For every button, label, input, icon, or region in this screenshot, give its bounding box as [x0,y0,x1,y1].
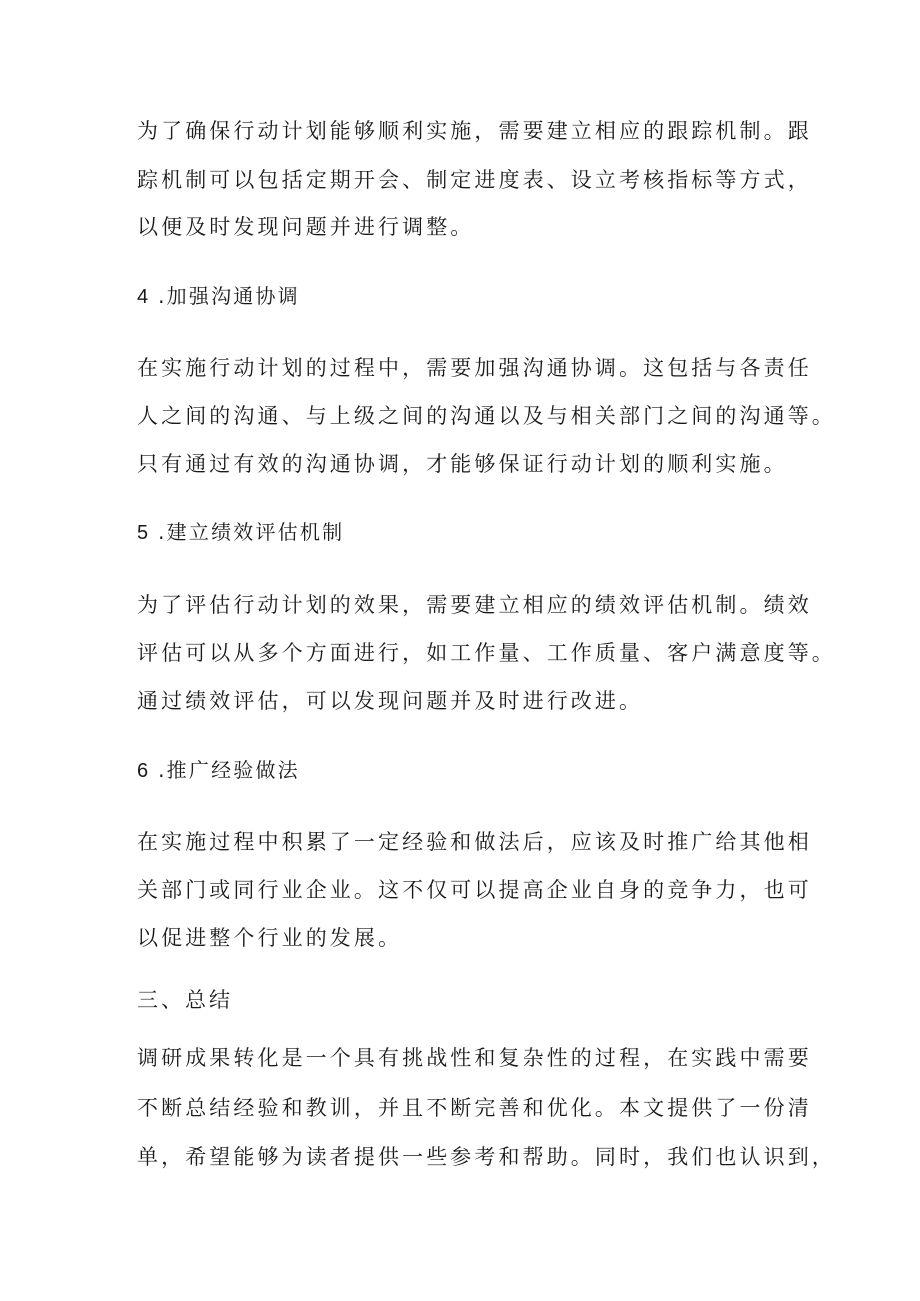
paragraph-line: 以促进整个行业的发展。 [137,926,403,950]
paragraph-line: 踪机制可以包括定期开会、制定进度表、设立考核指标等方式， [137,168,812,192]
paragraph-line: 调研成果转化是一个具有挑战性和复杂性的过程，在实践中需要 [137,1046,812,1070]
section-heading-6 [137,755,300,786]
paragraph-line: 不断总结经验和教训，并且不断完善和优化。本文提供了一份清 [137,1096,812,1120]
paragraph-line: 关部门或同行业企业。这不仅可以提高企业自身的竞争力，也可 [137,878,812,902]
paragraph-line: 评估可以从多个方面进行，如工作量、工作质量、客户满意度等。 [137,641,836,665]
paragraph-line: 只有通过有效的沟通协调，才能够保证行动计划的顺利实施。 [137,452,788,476]
section-title: 三、总结 [137,988,233,1012]
paragraph-line: 人之间的沟通、与上级之间的沟通以及与相关部门之间的沟通等。 [137,404,836,428]
heading-number: 5 [137,522,149,544]
paragraph-line: 在实施行动计划的过程中，需要加强沟通协调。这包括与各责任 [137,356,812,380]
paragraph-line: 在实施过程中积累了一定经验和做法后，应该及时推广给其他相 [137,830,812,854]
heading-text: .加强沟通协调 [158,284,300,308]
paragraph-line: 单，希望能够为读者提供一些参考和帮助。同时，我们也认识到， [137,1145,836,1169]
section-heading-4 [137,281,300,312]
paragraph-line: 为了确保行动计划能够顺利实施，需要建立相应的跟踪机制。跟 [137,119,812,143]
section-heading-5 [137,517,344,548]
paragraph-line: 通过绩效评估，可以发现问题并及时进行改进。 [137,689,644,713]
paragraph-line: 为了评估行动计划的效果，需要建立相应的绩效评估机制。绩效 [137,593,812,617]
heading-text: .推广经验做法 [158,758,300,782]
heading-number: 6 [137,760,149,782]
heading-number: 4 [137,286,149,308]
heading-text: .建立绩效评估机制 [158,520,345,544]
paragraph-line: 以便及时发现问题并进行调整。 [137,215,475,239]
